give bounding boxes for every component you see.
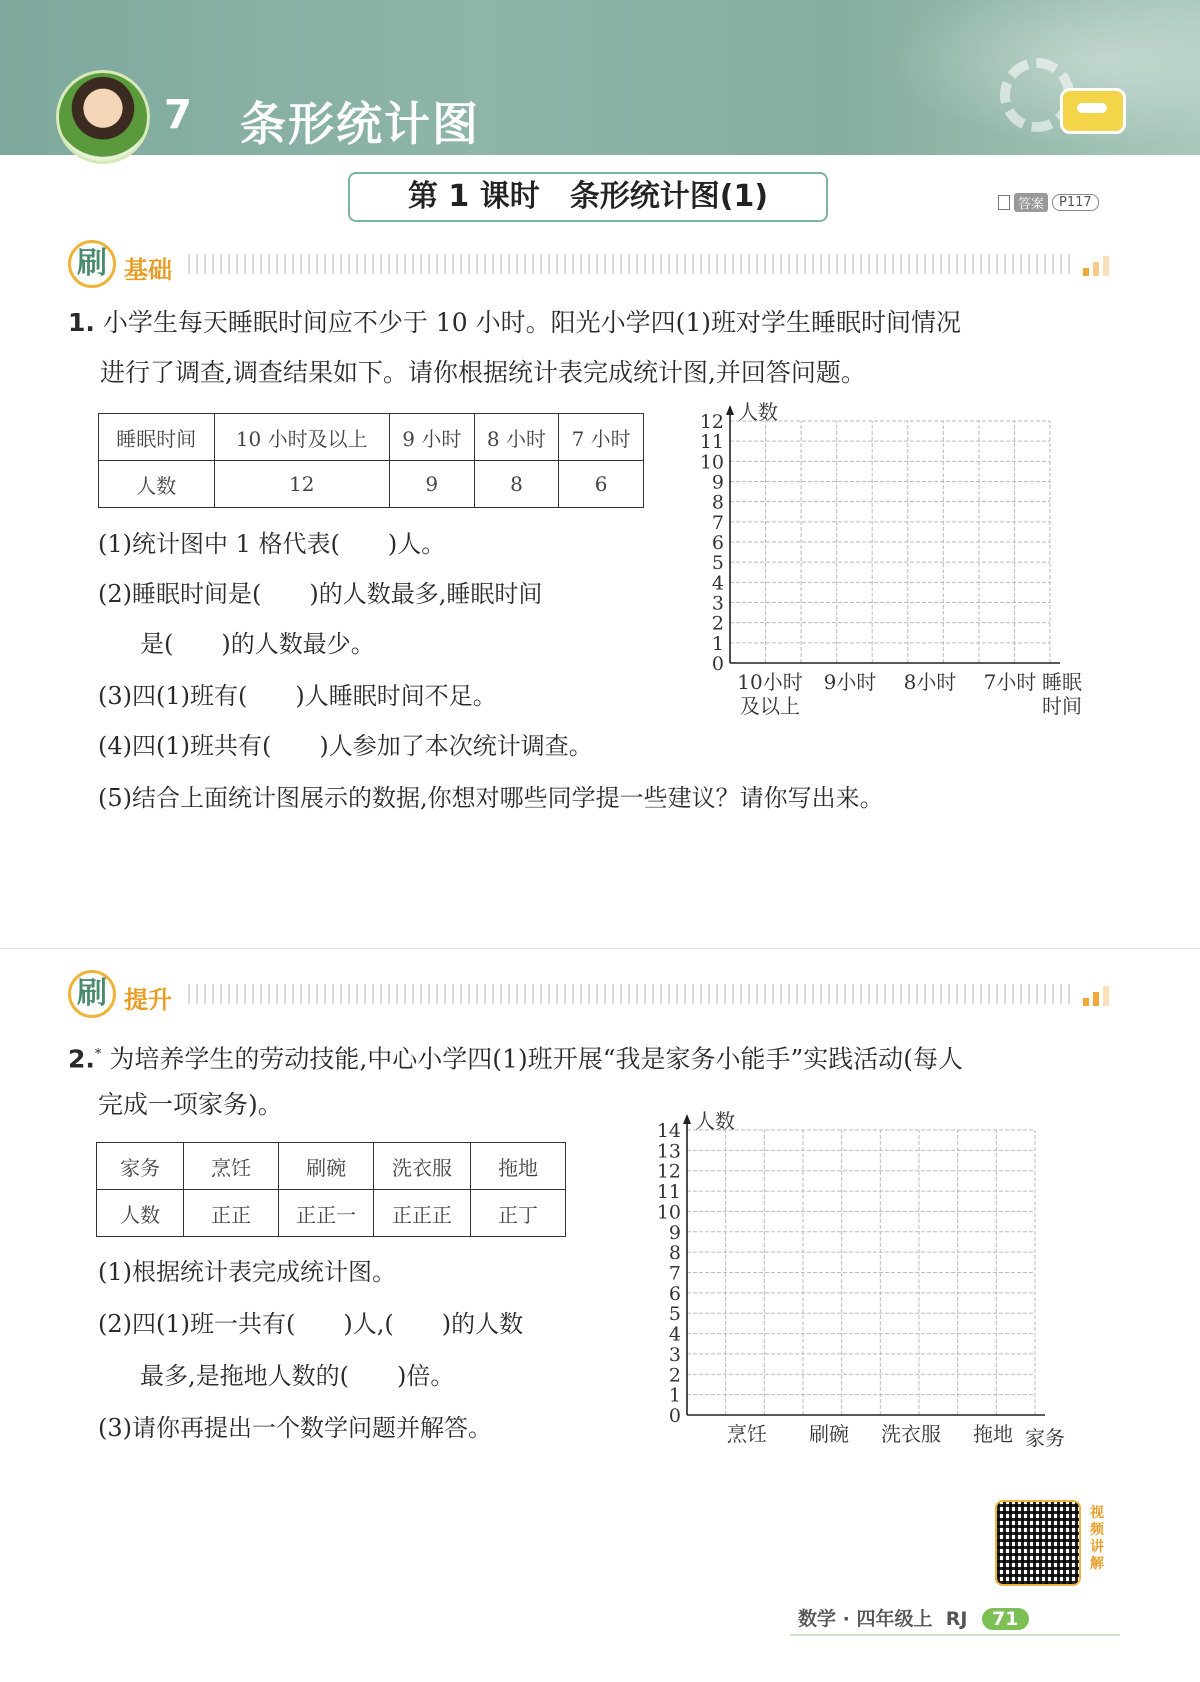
y-tick-label: 1 <box>668 1384 681 1407</box>
y-axis-arrow <box>683 1114 691 1124</box>
y-tick-label: 5 <box>711 552 724 575</box>
page-footer: 数学 · 四年级上 RJ 71 <box>798 1604 1029 1631</box>
question-1-line2: 进行了调查,调查结果如下。请你根据统计表完成统计图,并回答问题。 <box>100 358 866 387</box>
video-explain-label[interactable]: 视频讲解 <box>1090 1505 1104 1572</box>
table-row <box>99 414 644 461</box>
lesson-title: 第 1 课时 条形统计图(1) <box>348 172 828 222</box>
y-tick-label: 10 <box>699 451 724 474</box>
y-tick-label: 4 <box>711 572 724 595</box>
table-cell: 7 小时 <box>559 414 644 461</box>
y-tick-label: 4 <box>668 1323 681 1346</box>
answer-page: P117 <box>1052 194 1099 211</box>
sleep-chart-svg <box>690 395 1120 720</box>
table-cell: 刷碗 <box>279 1143 374 1190</box>
question-number: 1. <box>68 308 95 337</box>
x-tick-label: 8小时 <box>903 670 957 694</box>
question-number: 2. <box>68 1044 95 1074</box>
table-cell: 8 <box>474 461 559 508</box>
question-2-line2: 完成一项家务)。 <box>98 1090 283 1119</box>
chapter-title: 条形统计图 <box>240 97 480 151</box>
section-label: 基础 <box>124 256 172 284</box>
x-axis-title: 家务 <box>1025 1426 1065 1450</box>
table-row <box>97 1143 566 1190</box>
y-tick-label: 12 <box>656 1160 681 1183</box>
y-tick-label: 6 <box>711 532 724 554</box>
y-tick-label: 14 <box>656 1120 681 1142</box>
table-cell: 正正正 <box>374 1190 471 1237</box>
table-cell: 睡眠时间 <box>99 414 215 461</box>
chapter-banner <box>0 0 1200 155</box>
y-tick-label: 10 <box>656 1201 681 1224</box>
y-tick-label: 12 <box>699 411 724 433</box>
table-row <box>97 1190 566 1237</box>
q2-sub2b[interactable]: 最多,是拖地人数的( )倍。 <box>140 1362 455 1390</box>
table-cell: 12 <box>214 461 389 508</box>
y-tick-label: 2 <box>711 612 724 635</box>
y-tick-label: 5 <box>668 1303 681 1326</box>
y-axis-title: 人数 <box>695 1109 735 1133</box>
x-axis-title: 睡眠 <box>1042 670 1082 694</box>
table-cell: 人数 <box>99 461 215 508</box>
chores-chart[interactable] <box>655 1090 1120 1450</box>
table-cell: 9 小时 <box>389 414 474 461</box>
q1-sub4[interactable]: (4)四(1)班共有( )人参加了本次统计调查。 <box>98 732 593 760</box>
table-cell: 人数 <box>97 1190 184 1237</box>
y-tick-label: 0 <box>711 653 724 675</box>
edition: RJ <box>945 1608 968 1630</box>
document-icon <box>998 195 1010 210</box>
table-cell: 6 <box>559 461 644 508</box>
q1-sub2a[interactable]: (2)睡眠时间是( )的人数最多,睡眠时间 <box>98 580 543 608</box>
sleep-chart[interactable] <box>690 395 1120 720</box>
section-label: 提升 <box>124 986 172 1014</box>
table-cell: 家务 <box>97 1143 184 1190</box>
brush-badge-icon: 刷 <box>68 970 116 1018</box>
star-mark: * <box>94 1047 102 1062</box>
x-tick-label: 9小时 <box>823 670 877 694</box>
chores-chart-svg <box>655 1090 1120 1450</box>
qr-code[interactable] <box>995 1500 1081 1586</box>
y-tick-label: 8 <box>668 1242 681 1265</box>
x-tick-label: 拖地 <box>973 1422 1013 1446</box>
table-cell: 10 小时及以上 <box>214 414 389 461</box>
y-tick-label: 9 <box>668 1221 681 1244</box>
mascot-avatar <box>56 70 150 164</box>
table-cell: 8 小时 <box>474 414 559 461</box>
x-tick-label: 7小时 <box>983 670 1037 694</box>
x-tick-label: 洗衣服 <box>881 1422 941 1446</box>
y-tick-label: 11 <box>699 431 724 454</box>
y-tick-label: 6 <box>668 1282 681 1305</box>
signal-bars-icon <box>1083 982 1113 1006</box>
y-tick-label: 9 <box>711 471 724 494</box>
table-cell: 9 <box>389 461 474 508</box>
sleep-table <box>98 413 644 508</box>
chores-table <box>96 1142 566 1237</box>
table-cell: 拖地 <box>470 1143 565 1190</box>
answer-reference[interactable] <box>998 192 1099 212</box>
table-cell: 正正 <box>184 1190 279 1237</box>
table-row <box>99 461 644 508</box>
x-axis-title: 时间 <box>1042 694 1082 718</box>
q1-sub5[interactable]: (5)结合上面统计图展示的数据,你想对哪些同学提一些建议？请你写出来。 <box>98 784 884 812</box>
section-rule <box>188 254 1073 274</box>
section-header-advanced <box>68 970 1113 1022</box>
q1-sub1[interactable]: (1)统计图中 1 格代表( )人。 <box>98 530 446 558</box>
page-number: 71 <box>982 1608 1028 1630</box>
y-axis-arrow <box>726 405 734 415</box>
y-tick-label: 11 <box>656 1181 681 1204</box>
table-cell: 洗衣服 <box>374 1143 471 1190</box>
subject: 数学 <box>798 1608 837 1630</box>
footer-rule <box>790 1634 1120 1636</box>
q2-sub3[interactable]: (3)请你再提出一个数学问题并解答。 <box>98 1414 492 1442</box>
y-axis-title: 人数 <box>738 400 778 424</box>
x-tick-sublabel: 及以上 <box>740 694 800 718</box>
q1-sub3[interactable]: (3)四(1)班有( )人睡眠时间不足。 <box>98 682 497 710</box>
chapter-number: 7 <box>164 92 192 138</box>
robot-icon <box>1060 88 1126 134</box>
y-tick-label: 1 <box>711 632 724 655</box>
x-tick-label: 10小时 <box>737 670 803 694</box>
question-text: 小学生每天睡眠时间应不少于 10 小时。阳光小学四(1)班对学生睡眠时间情况 <box>102 308 961 337</box>
answer-tag: 答案 <box>1014 193 1048 212</box>
question-2-line1 <box>68 1030 1118 1084</box>
y-tick-label: 3 <box>668 1343 681 1366</box>
grade: 四年级上 <box>856 1608 933 1630</box>
signal-bars-icon <box>1083 252 1113 276</box>
q2-sub2a[interactable]: (2)四(1)班一共有( )人,( )的人数 <box>98 1310 524 1338</box>
section-rule <box>188 984 1073 1004</box>
y-tick-label: 0 <box>668 1405 681 1427</box>
y-tick-label: 2 <box>668 1364 681 1387</box>
y-tick-label: 7 <box>668 1262 681 1285</box>
section-divider <box>0 948 1200 949</box>
section-header-basic <box>68 240 1113 292</box>
y-tick-label: 8 <box>711 491 724 514</box>
table-cell: 烹饪 <box>184 1143 279 1190</box>
question-text: 为培养学生的劳动技能,中心小学四(1)班开展“我是家务小能手”实践活动(每人 <box>109 1044 964 1074</box>
question-1-line1 <box>68 298 1118 348</box>
y-tick-label: 13 <box>656 1140 681 1163</box>
y-tick-label: 3 <box>711 592 724 615</box>
brush-badge-icon: 刷 <box>68 240 116 288</box>
y-tick-label: 7 <box>711 511 724 534</box>
q1-sub2b[interactable]: 是( )的人数最少。 <box>140 630 375 658</box>
x-tick-label: 刷碗 <box>809 1422 849 1446</box>
table-cell: 正正一 <box>279 1190 374 1237</box>
q2-sub1[interactable]: (1)根据统计表完成统计图。 <box>98 1258 396 1286</box>
x-tick-label: 烹饪 <box>727 1422 767 1446</box>
table-cell: 正丁 <box>470 1190 565 1237</box>
